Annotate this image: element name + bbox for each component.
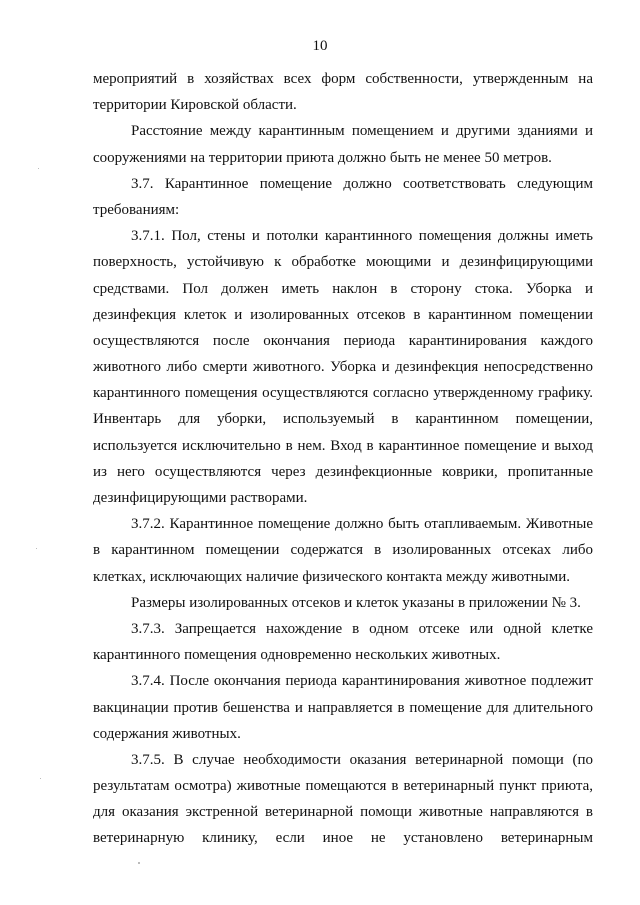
text-line: территории Кировской области. [93,97,297,114]
scan-artifact [40,778,41,779]
paragraph-sizes [93,590,593,616]
text-line: Размеры изолированных отсеков и клеток указаны в приложении № 3. [131,594,581,611]
text-line: 3.7.1. Пол, стены и потолки карантинного помещения должны иметь [131,228,593,245]
text-line: мероприятий в хозяйствах всех форм собственности, утвержденным на [93,71,593,87]
text-line: для оказания экстренной ветеринарной помощи животные направляются в [93,804,593,821]
text-line: ветеринарную клинику, если иное не установлено ветеринарным [93,830,593,847]
text-line: 3.7.3. Запрещается нахождение в одном отсеке или одной клетке [131,620,593,637]
paragraph-3-7-3 [93,616,593,668]
paragraph-3-7 [93,171,593,223]
text-line: содержания животных. [93,725,241,742]
scan-artifact [38,168,39,169]
paragraph-3-7-4 [93,668,593,747]
paragraph-3-7-1 [93,223,593,511]
text-line: требованиям: [93,201,180,218]
text-line: животного либо смерти животного. Уборка и дезинфекция непосредственно [93,359,593,376]
text-line: Расстояние между карантинным помещением и другими зданиями и [131,123,593,140]
scan-artifact [36,548,37,549]
scan-artifact [138,862,140,864]
text-line: дезинфицирующими растворами. [93,490,308,506]
text-line: карантинного помещения одновременно нескольких животных. [93,647,501,664]
text-line: сооружениями на территории приюта должно быть не менее 50 метров. [93,149,552,166]
text-line: 3.7.5. В случае необходимости оказания ветеринарной помощи (по [131,751,593,768]
text-line: дезинфекция клеток и изолированных отсеков в карантинном помещении [93,306,593,323]
text-line: вакцинации против бешенства и направляется в помещение для длительного [93,699,593,716]
text-line: 3.7. Карантинное помещение должно соответствовать следующим [131,175,593,192]
paragraph-continuation [93,66,593,118]
text-line: из него осуществляются через дезинфекционные коврики, пропитанные [93,463,593,480]
text-line: в карантинном помещении содержатся в изолированных отсеках либо [93,542,593,559]
document-body [93,66,593,852]
paragraph-distance [93,118,593,170]
page-number: 10 [312,38,328,54]
text-line: 3.7.2. Карантинное помещение должно быть отапливаемым. Животные [131,516,593,533]
text-line: карантинного помещения осуществляются согласно утвержденному графику. [93,385,593,402]
text-line: Инвентарь для уборки, используемый в карантинном помещении, [93,411,593,428]
paragraph-3-7-2 [93,511,593,590]
paragraph-3-7-5 [93,747,593,852]
text-line: клетках, исключающих наличие физического контакта между животными. [93,568,571,585]
text-line: 3.7.4. После окончания периода карантинирования животное подлежит [131,673,593,690]
text-line: средствами. Пол должен иметь наклон в сторону стока. Уборка и [93,280,593,297]
text-line: осуществляются после окончания периода карантинирования каждого [93,332,593,349]
text-line: используется исключительно в нем. Вход в карантинное помещение и выход [93,437,593,454]
text-line: поверхность, устойчивую к обработке моющими и дезинфицирующими [93,254,593,271]
text-line: результатам осмотра) животные помещаются в ветеринарный пункт приюта, [93,778,593,795]
